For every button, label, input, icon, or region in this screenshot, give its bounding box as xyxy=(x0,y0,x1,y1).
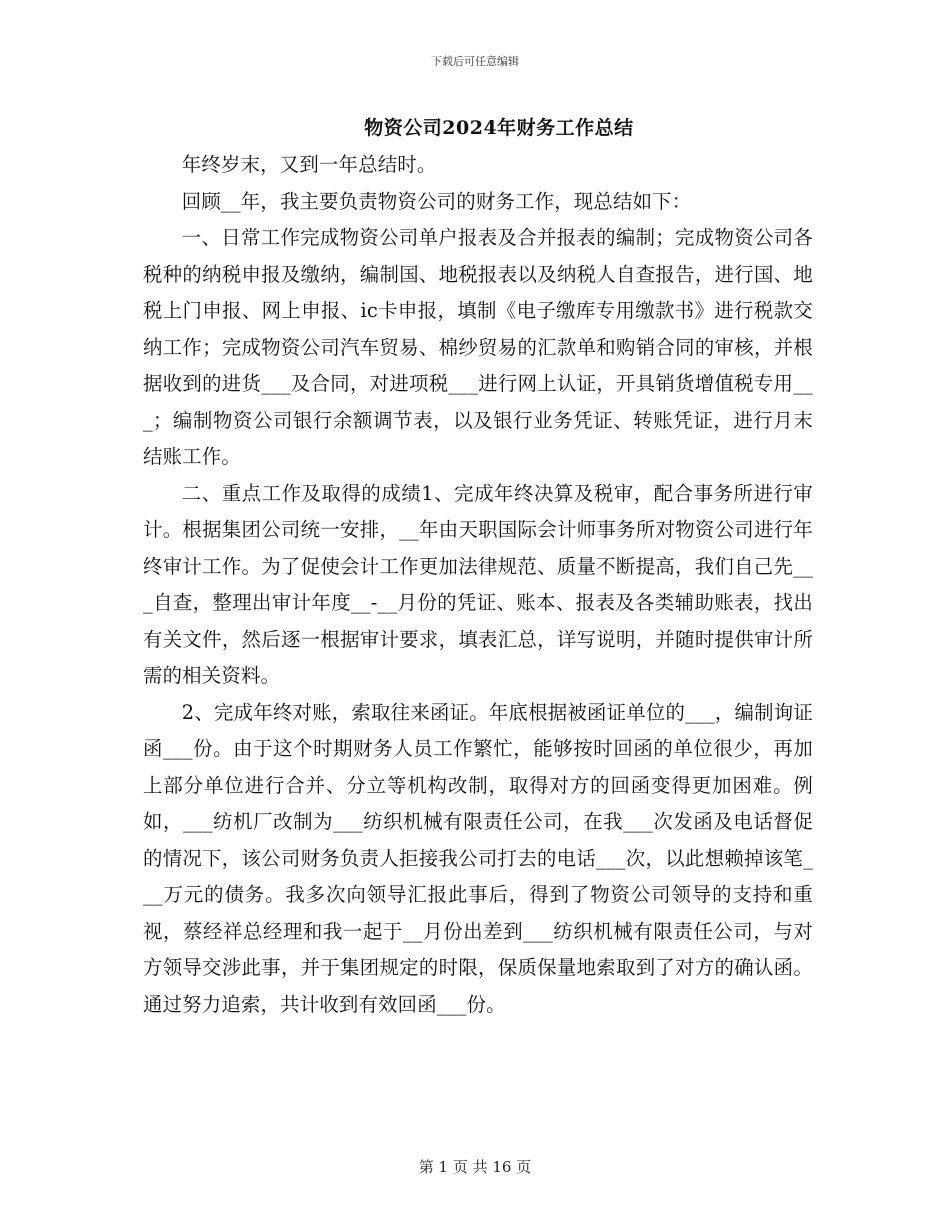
header-note: 下载后可任意编辑 xyxy=(431,55,519,68)
paragraph-review: 回顾__年，我主要负责物资公司的财务工作，现总结如下： xyxy=(181,189,692,213)
paragraph-intro: 年终岁末，又到一年总结时。 xyxy=(181,153,437,176)
page-number-footer: 第 1 页 共 16 页 xyxy=(418,1158,532,1176)
paragraph-daily-work: 一、日常工作完成物资公司单户报表及合并报表的编制；完成物资公司各税种的纳税申报及缴纳，编制国、地税报表以及纳税人自查报告，进行国、地税上门申报、网上申报、ic卡申报，填制《电子缴库专用缴款书》进行税款交纳工作；完成物资公司汽车贸易、棉纱贸易的汇款单和购销合同的审核，并根据收到的进货___及合同，对进项税___进行网上认证，开具销货增值税专用___；编制物资公司银行余额调节表，以及银行业务凭证、转账凭证，进行月末结账工作。 xyxy=(143,226,813,468)
document-title: 物资公司2024年财务工作总结 xyxy=(364,117,634,139)
document-body xyxy=(143,147,813,1023)
paragraph-key-work: 二、重点工作及取得的成绩1、完成年终决算及税审，配合事务所进行审计。根据集团公司统一安排，__年由天职国际会计师事务所对物资公司进行年终审计工作。为了促使会计工作更加法律规范、质量不断提高，我们自己先___自查，整理出审计年度__-__月份的凭证、账本、报表及各类辅助账表，找出有关文件，然后逐一根据审计要求，填表汇总，详写说明，并随时提供审计所需的相关资料。 xyxy=(143,481,813,687)
paragraph-year-end-reconciliation: 2、完成年终对账，索取往来函证。年底根据被函证单位的___，编制询证函___份。由于这个时期财务人员工作繁忙，能够按时回函的单位很少，再加上部分单位进行合并、分立等机构改制，取得对方的回函变得更加困难。例如，___纺机厂改制为___纺织机械有限责任公司，在我___次发函及电话督促的情况下，该公司财务负责人拒接我公司打去的电话___次，以此想赖掉该笔___万元的债务。我多次向领导汇报此事后，得到了物资公司领导的支持和重视，蔡经祥总经理和我一起于__月份出差到___纺织机械有限责任公司，与对方领导交涉此事，并于集团规定的时限，保质保量地索取到了对方的确认函。通过努力追索，共计收到有效回函___份。 xyxy=(143,700,813,1016)
